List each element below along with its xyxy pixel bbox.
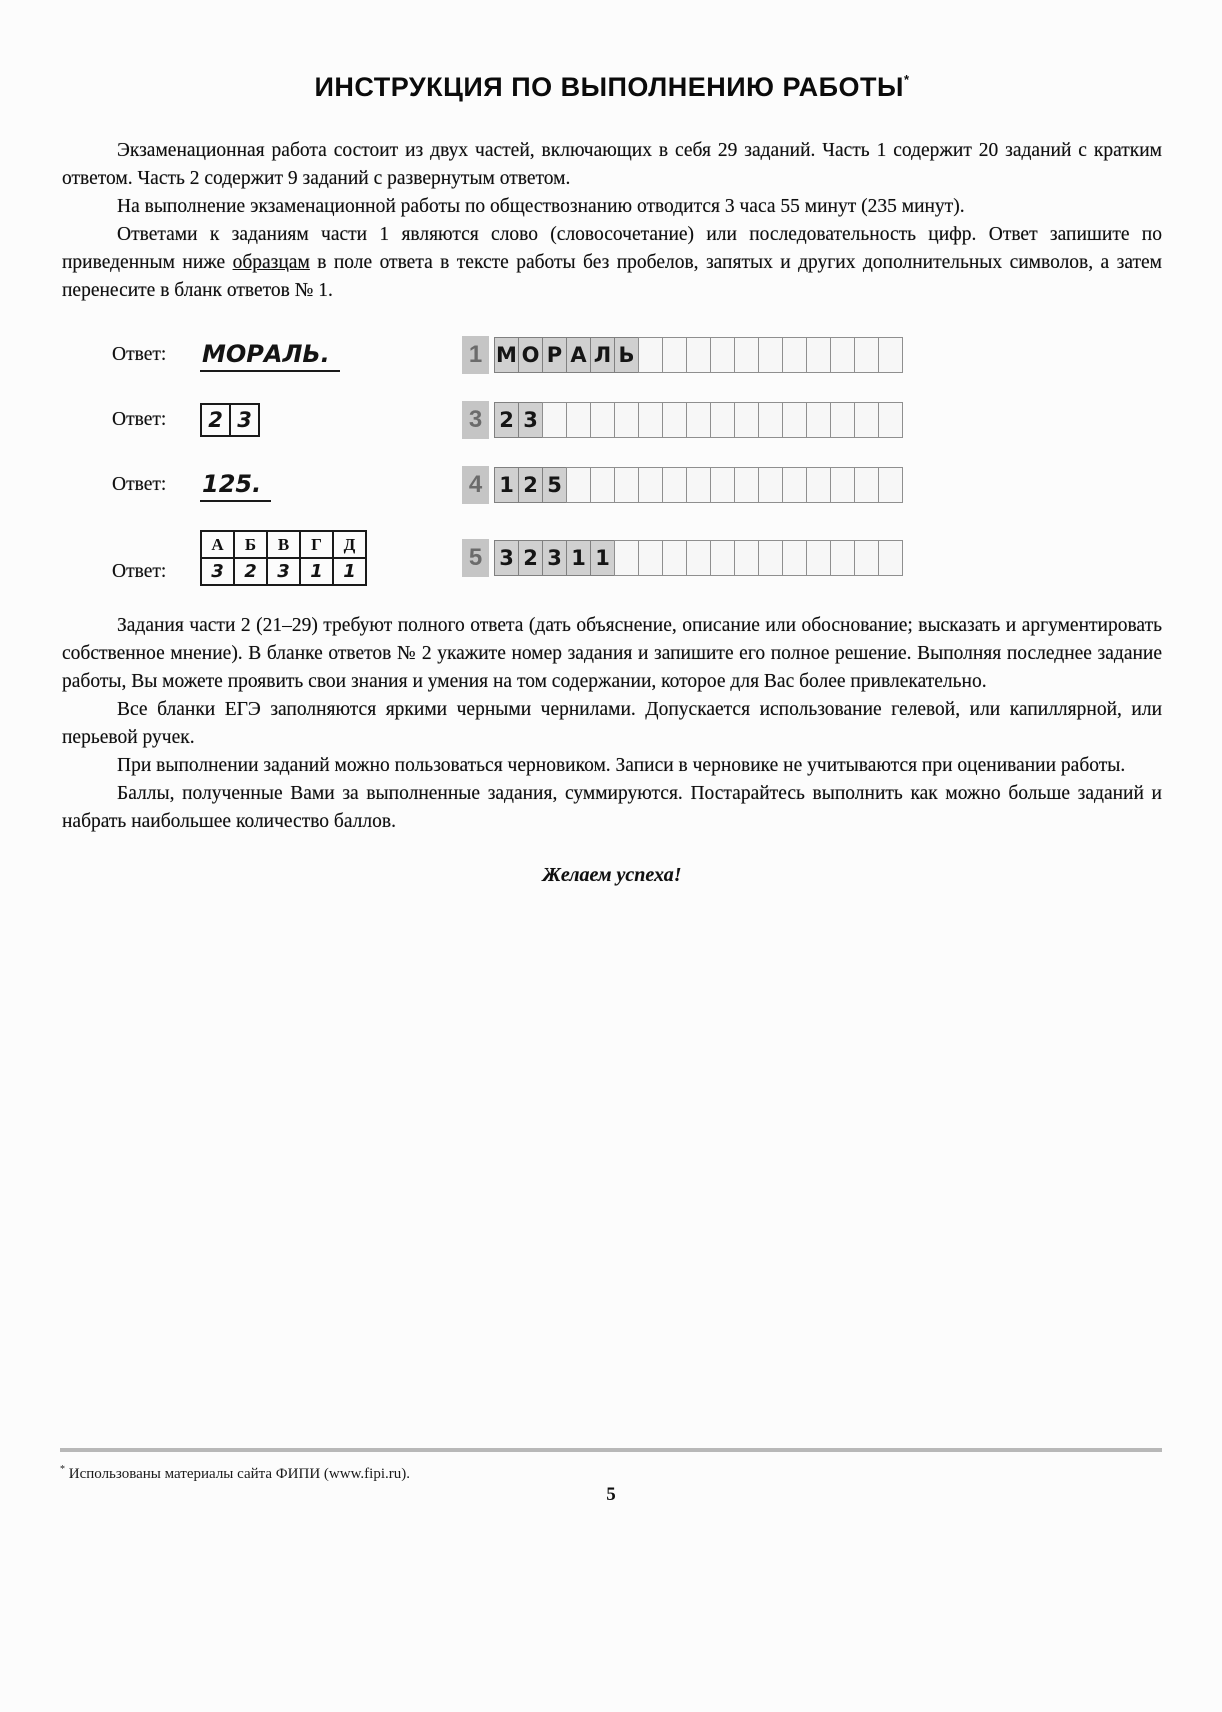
grid-cell-filled: 3 [494, 540, 519, 576]
answer-table-value-row [201, 558, 366, 585]
grid-cell-empty [662, 337, 687, 373]
table-value-cell: 1 [300, 558, 333, 585]
paragraph-answer-format-post: в поле ответа в тексте работы без пробелов, запятых и других дополнительных символов, а затем перенесите в бланк ответов № 1. [62, 252, 1162, 301]
answer-label: Ответ: [112, 344, 167, 365]
grid-cell-empty [710, 337, 735, 373]
table-header-cell: Д [333, 531, 366, 558]
grid-cell-filled: О [518, 337, 543, 373]
grid-cell-empty [878, 540, 903, 576]
answer-example-row [112, 335, 1162, 375]
grid-cells [494, 402, 903, 438]
answer-sheet-grid [462, 539, 903, 577]
footnote-block [60, 1448, 1162, 1483]
grid-cell-empty [686, 337, 711, 373]
grid-cell-filled: Р [542, 337, 567, 373]
grid-cell-empty [806, 467, 831, 503]
grid-cell-empty [614, 402, 639, 438]
grid-cell-empty [662, 467, 687, 503]
grid-cell-empty [734, 540, 759, 576]
answer-example-left [112, 339, 462, 372]
table-value-cell: 3 [201, 558, 234, 585]
grid-cell-empty [878, 337, 903, 373]
footnote-text [60, 1464, 1162, 1483]
grid-cell-empty [854, 540, 879, 576]
grid-cell-empty [758, 337, 783, 373]
answer-label: Ответ: [112, 474, 167, 495]
grid-cell-empty [806, 337, 831, 373]
grid-cell-empty [878, 402, 903, 438]
grid-cell-empty [878, 467, 903, 503]
grid-cell-empty [854, 402, 879, 438]
footnote-rule [60, 1448, 1162, 1452]
grid-cell-filled: Л [590, 337, 615, 373]
grid-cell-empty [830, 467, 855, 503]
table-header-cell: Г [300, 531, 333, 558]
page-title [62, 72, 1162, 103]
grid-cell-filled: Ь [614, 337, 639, 373]
grid-cell-empty [830, 337, 855, 373]
grid-cell-empty [662, 540, 687, 576]
grid-cell-filled: А [566, 337, 591, 373]
grid-cell-empty [734, 337, 759, 373]
answer-sheet-grid [462, 401, 903, 439]
handwritten-answer: 125. [200, 469, 271, 502]
answer-example-left [112, 403, 462, 437]
grid-cells [494, 540, 903, 576]
grid-cell-empty [614, 540, 639, 576]
paragraph-exam-structure: Экзаменационная работа состоит из двух частей, включающих в себя 29 заданий. Часть 1 содержит 20 заданий с кратким ответом. Часть 2 содержит 9 заданий с развернутым ответом. [62, 140, 1162, 189]
grid-cell-empty [590, 467, 615, 503]
grid-task-number: 4 [462, 466, 489, 504]
table-value-cell: 3 [267, 558, 300, 585]
grid-cell-filled: 3 [542, 540, 567, 576]
answer-label: Ответ: [112, 561, 167, 582]
grid-cell-empty [710, 467, 735, 503]
answer-sheet-grid [462, 466, 903, 504]
answer-boxes [200, 403, 260, 437]
answer-example-row [112, 530, 1162, 586]
grid-cell-empty [734, 402, 759, 438]
grid-cell-filled: 5 [542, 467, 567, 503]
paragraph-part2-tasks: Задания части 2 (21–29) требуют полного ответа (дать объяснение, описание или обоснование; высказать и аргументировать собственное мнение). В бланке ответов № 2 укажите номер задания и запишите его полное решение. Выполняя последнее задание работы, Вы можете проявить свои знания и умения на том содержании, которое для Вас более привлекательно. [62, 615, 1162, 692]
answer-label: Ответ: [112, 409, 167, 430]
table-header-cell: А [201, 531, 234, 558]
grid-cell-empty [590, 402, 615, 438]
grid-cell-empty [758, 402, 783, 438]
grid-cell-empty [830, 402, 855, 438]
grid-task-number: 5 [462, 539, 489, 577]
grid-cell-empty [854, 467, 879, 503]
underlined-word: образцам [232, 252, 310, 273]
grid-cell-empty [638, 402, 663, 438]
answer-example-left [112, 469, 462, 502]
grid-cell-empty [782, 467, 807, 503]
grid-cell-empty [662, 402, 687, 438]
paragraph-exam-duration: На выполнение экзаменационной работы по обществознанию отводится 3 часа 55 минут (235 минут). [117, 196, 965, 217]
grid-cell-empty [758, 467, 783, 503]
grid-cell-empty [638, 337, 663, 373]
answer-example-row [112, 400, 1162, 440]
answer-box-cell: 3 [229, 403, 260, 437]
grid-cell-filled: М [494, 337, 519, 373]
table-header-cell: В [267, 531, 300, 558]
answer-example-row [112, 465, 1162, 505]
footnote-mark: * [60, 1464, 65, 1475]
answer-box-cell: 2 [200, 403, 231, 437]
paragraph-ink-rules: Все бланки ЕГЭ заполняются яркими черными чернилами. Допускается использование гелевой, или капиллярной, или перьевой ручек. [62, 699, 1162, 748]
grid-cell-filled: 3 [518, 402, 543, 438]
grid-cell-empty [542, 402, 567, 438]
grid-task-number: 1 [462, 336, 489, 374]
answer-sheet-grid [462, 336, 903, 374]
answer-examples [112, 335, 1162, 586]
grid-cell-empty [686, 540, 711, 576]
answer-table-header-row [201, 531, 366, 558]
page-title-text: ИНСТРУКЦИЯ ПО ВЫПОЛНЕНИЮ РАБОТЫ [314, 72, 904, 102]
grid-cell-empty [782, 540, 807, 576]
grid-cell-empty [758, 540, 783, 576]
grid-cell-filled: 1 [566, 540, 591, 576]
table-header-cell: Б [234, 531, 267, 558]
page-content [62, 72, 1162, 887]
grid-cell-empty [614, 467, 639, 503]
grid-cell-empty [638, 540, 663, 576]
grid-cell-filled: 1 [590, 540, 615, 576]
grid-cell-empty [686, 402, 711, 438]
grid-cells [494, 337, 903, 373]
paragraph-draft-rules: При выполнении заданий можно пользоваться черновиком. Записи в черновике не учитываются при оценивании работы. [117, 755, 1126, 776]
handwritten-answer: МОРАЛЬ. [200, 339, 340, 372]
grid-cell-empty [734, 467, 759, 503]
grid-cell-filled: 2 [518, 467, 543, 503]
grid-cell-empty [782, 337, 807, 373]
grid-cell-filled: 2 [494, 402, 519, 438]
grid-cell-empty [782, 402, 807, 438]
paragraph-scoring: Баллы, полученные Вами за выполненные задания, суммируются. Постарайтесь выполнить как можно больше заданий и набрать наибольшее количество баллов. [62, 783, 1162, 832]
grid-cell-empty [710, 402, 735, 438]
paragraph-answer-format-pre: Ответами к заданиям части 1 являются слово (словосочетание) или последовательность цифр. Ответ запишите по приведенным ниже [62, 224, 1162, 273]
grid-cell-empty [566, 467, 591, 503]
grid-cell-empty [806, 540, 831, 576]
footnote-body: Использованы материалы сайта ФИПИ (www.fipi.ru). [68, 1466, 410, 1482]
table-value-cell: 2 [234, 558, 267, 585]
grid-cell-empty [830, 540, 855, 576]
page-number: 5 [606, 1484, 616, 1505]
answer-table [200, 530, 367, 586]
grid-cell-filled: 2 [518, 540, 543, 576]
grid-cell-empty [854, 337, 879, 373]
grid-task-number: 3 [462, 401, 489, 439]
grid-cell-empty [638, 467, 663, 503]
paragraph-answer-format [62, 221, 1162, 305]
closing-wish: Желаем успеха! [542, 864, 682, 886]
grid-cell-empty [686, 467, 711, 503]
grid-cell-empty [566, 402, 591, 438]
table-value-cell: 1 [333, 558, 366, 585]
answer-example-left [112, 530, 462, 586]
grid-cell-empty [710, 540, 735, 576]
grid-cells [494, 467, 903, 503]
grid-cell-filled: 1 [494, 467, 519, 503]
title-footnote-mark: * [903, 72, 910, 87]
grid-cell-empty [806, 402, 831, 438]
